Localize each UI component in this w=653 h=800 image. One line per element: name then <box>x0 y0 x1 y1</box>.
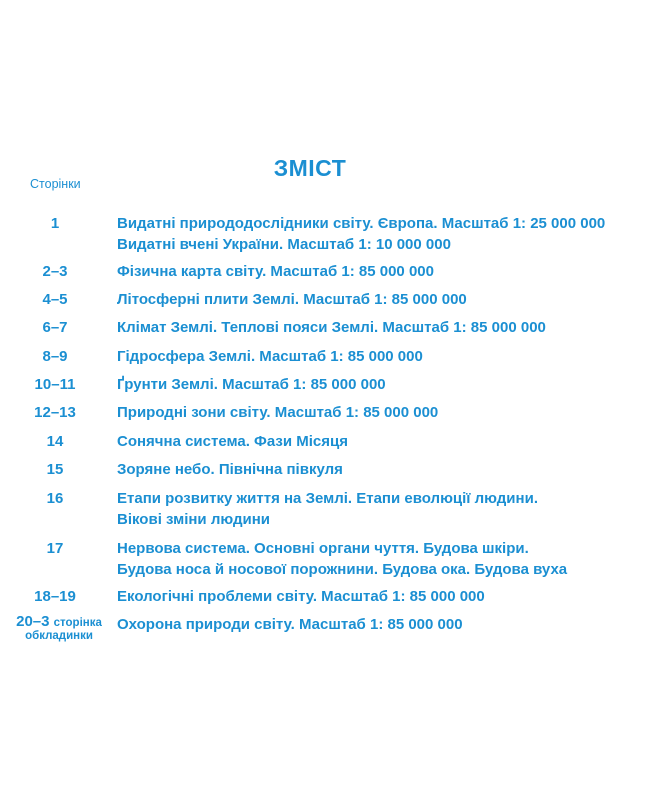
entry-title: Вікові зміни людини <box>117 510 270 528</box>
entry-title: Екологічні проблеми світу. Масштаб 1: 85 000 000 <box>117 588 485 605</box>
entry-title: Зоряне небо. Північна півкуля <box>117 461 343 478</box>
page-number: 1 <box>50 215 60 232</box>
entry-title: Етапи розвитку життя на Землі. Етапи еволюції людини. <box>117 490 538 507</box>
page-range: 20–3 <box>16 613 50 630</box>
page-number: 17 <box>46 540 64 557</box>
entry-title: Природні зони світу. Масштаб 1: 85 000 000 <box>117 404 439 421</box>
page-number: 16 <box>46 490 64 507</box>
entry-title: Ґрунти Землі. Масштаб 1: 85 000 000 <box>117 376 386 393</box>
page-number: 6–7 <box>42 319 68 336</box>
page-number: 14 <box>46 433 64 450</box>
entry-title: Фізична карта світу. Масштаб 1: 85 000 000 <box>117 263 434 280</box>
entry-title: Літосферні плити Землі. Масштаб 1: 85 000 000 <box>117 291 467 308</box>
entry-title: Будова носа й носової порожнини. Будова ока. Будова вуха <box>117 560 568 578</box>
entry-title: Видатні природодослідники світу. Європа. Масштаб 1: 25 000 000 <box>117 215 606 232</box>
entry-title: Охорона природи світу. Масштаб 1: 85 000 000 <box>117 616 463 633</box>
entry-title: Гідросфера Землі. Масштаб 1: 85 000 000 <box>117 348 423 365</box>
page-number: 4–5 <box>42 291 68 308</box>
entry-title: Нервова система. Основні органи чуття. Будова шкіри. <box>117 540 529 557</box>
page-number <box>4 613 114 642</box>
entry-title: Сонячна система. Фази Місяця <box>117 433 348 450</box>
page-number: 2–3 <box>42 263 68 280</box>
page-number: 8–9 <box>42 348 68 365</box>
page-number: 15 <box>46 461 64 478</box>
page-title: ЗМІСТ <box>273 155 347 181</box>
page-note: сторінка <box>53 617 102 629</box>
entry-title: Видатні вчені України. Масштаб 1: 10 000 000 <box>117 235 451 253</box>
page-note: обкладинки <box>25 630 93 642</box>
entry-title: Клімат Землі. Теплові пояси Землі. Масштаб 1: 85 000 000 <box>117 319 546 336</box>
page-number: 12–13 <box>34 404 76 421</box>
page-number: 10–11 <box>34 376 76 393</box>
page-number: 18–19 <box>34 588 76 605</box>
pages-column-label: Сторінки <box>30 177 81 191</box>
